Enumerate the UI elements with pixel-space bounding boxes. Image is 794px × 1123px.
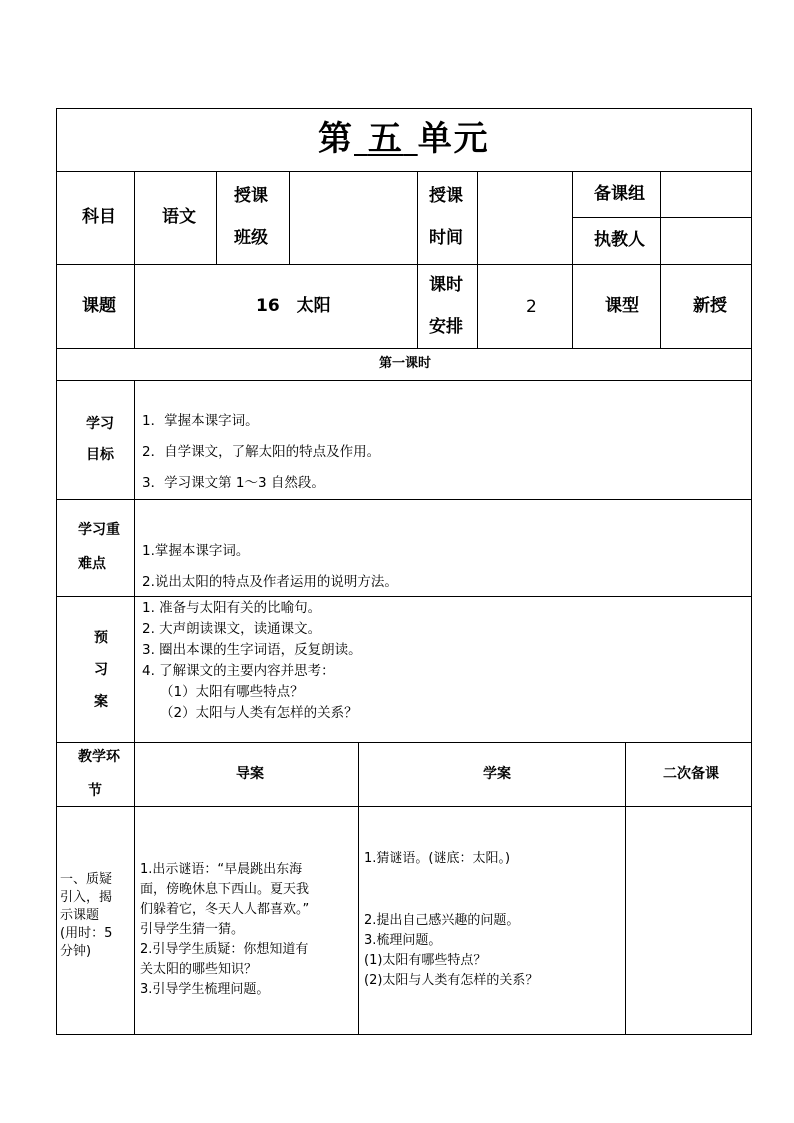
class-label-1: 授课 [234, 186, 268, 206]
row-divider [56, 348, 752, 349]
goals-label-1: 学习 [86, 416, 114, 432]
difficulties-list [142, 536, 398, 598]
col-divider [625, 742, 626, 1035]
preview-list [142, 598, 362, 724]
stage-header-1: 教学环 [78, 749, 120, 765]
row-divider [56, 742, 752, 743]
row-divider [56, 264, 752, 265]
goals-list [142, 406, 380, 499]
col-divider [477, 171, 478, 348]
period-title: 第一课时 [379, 356, 432, 371]
list-item: （2）太阳与人类有怎样的关系？ [160, 705, 358, 721]
table-border-bottom [56, 1034, 752, 1035]
table-border-right [751, 108, 752, 1035]
time-label-2: 时间 [429, 228, 463, 248]
unit-title [318, 119, 490, 159]
table-border-top [56, 108, 752, 109]
preview-label-1: 预 [94, 630, 108, 646]
class-label-2: 班级 [234, 228, 268, 248]
subject-value: 语文 [162, 207, 196, 227]
stage-header-2: 节 [88, 783, 102, 799]
stage-cell: 一、质疑 引入，揭 示课题 (用时：5 分钟) [60, 872, 113, 959]
row-divider [56, 806, 752, 807]
row-divider [56, 171, 752, 172]
lesson-plan-table [56, 108, 752, 1035]
list-item: 1．掌握本课字词。 [142, 413, 259, 429]
time-label-1: 授课 [429, 186, 463, 206]
preview-label-3: 案 [94, 694, 108, 710]
list-item: 1. 准备与太阳有关的比喻句。 [142, 600, 322, 616]
second-prep-header: 二次备课 [663, 766, 719, 782]
list-item: 2．自学课文，了解太阳的特点及作用。 [142, 444, 381, 460]
hours-label-2: 安排 [429, 317, 463, 337]
col-divider [660, 171, 661, 348]
difficulties-label-1: 学习重 [78, 522, 120, 538]
title-prefix: 第 [318, 119, 354, 159]
col-divider [134, 380, 135, 1035]
table-border-left [56, 108, 57, 1035]
row-divider [572, 217, 752, 218]
study-cell-first: 1.猜谜语。(谜底：太阳。) [364, 851, 511, 866]
type-value: 新授 [693, 296, 727, 316]
row-divider [56, 499, 752, 500]
col-divider [216, 171, 217, 264]
guide-header: 导案 [236, 766, 264, 782]
topic-value: 16 太阳 [256, 296, 331, 316]
list-item: 3. 圈出本课的生字词语，反复朗读。 [142, 642, 362, 658]
list-item: 2.说出太阳的特点及作者运用的说明方法。 [142, 574, 398, 590]
unit-number: 五 [367, 119, 404, 159]
col-divider [289, 171, 290, 264]
col-divider [134, 171, 135, 348]
list-item: 2. 大声朗读课文，读通课文。 [142, 621, 322, 637]
subject-label: 科目 [82, 207, 116, 227]
col-divider [417, 171, 418, 348]
goals-label-2: 目标 [86, 447, 114, 463]
difficulties-label-2: 难点 [78, 556, 106, 572]
guide-cell: 1.出示谜语：“早晨跳出东海 面，傍晚休息下西山。夏天我 们躲着它，冬天人人都喜欢。” 引导学生猜一猜。 2.引导学生质疑：你想知道有 关太阳的哪些知识？ 3.引导学生梳理问题。 [140, 862, 310, 997]
title-suffix: 单元 [417, 119, 490, 159]
preview-label-2: 习 [94, 662, 108, 678]
list-item: 3．学习课文第 1～3 自然段。 [142, 475, 325, 491]
study-cell: 2.提出自己感兴趣的问题。 3.梳理问题。 (1)太阳有哪些特点？ (2)太阳与人类有怎样的关系？ [364, 913, 539, 988]
group-label: 备课组 [594, 184, 645, 204]
col-divider [358, 742, 359, 1035]
hours-value: 2 [526, 297, 537, 317]
hours-label-1: 课时 [429, 275, 463, 295]
row-divider [56, 380, 752, 381]
topic-label: 课题 [82, 296, 116, 316]
list-item: 4. 了解课文的主要内容并思考： [142, 663, 335, 679]
col-divider [572, 171, 573, 348]
list-item: 1.掌握本课字词。 [142, 543, 250, 559]
list-item: （1）太阳有哪些特点？ [160, 684, 304, 700]
teacher-label: 执教人 [594, 230, 645, 250]
type-label: 课型 [605, 296, 639, 316]
study-header: 学案 [483, 766, 511, 782]
